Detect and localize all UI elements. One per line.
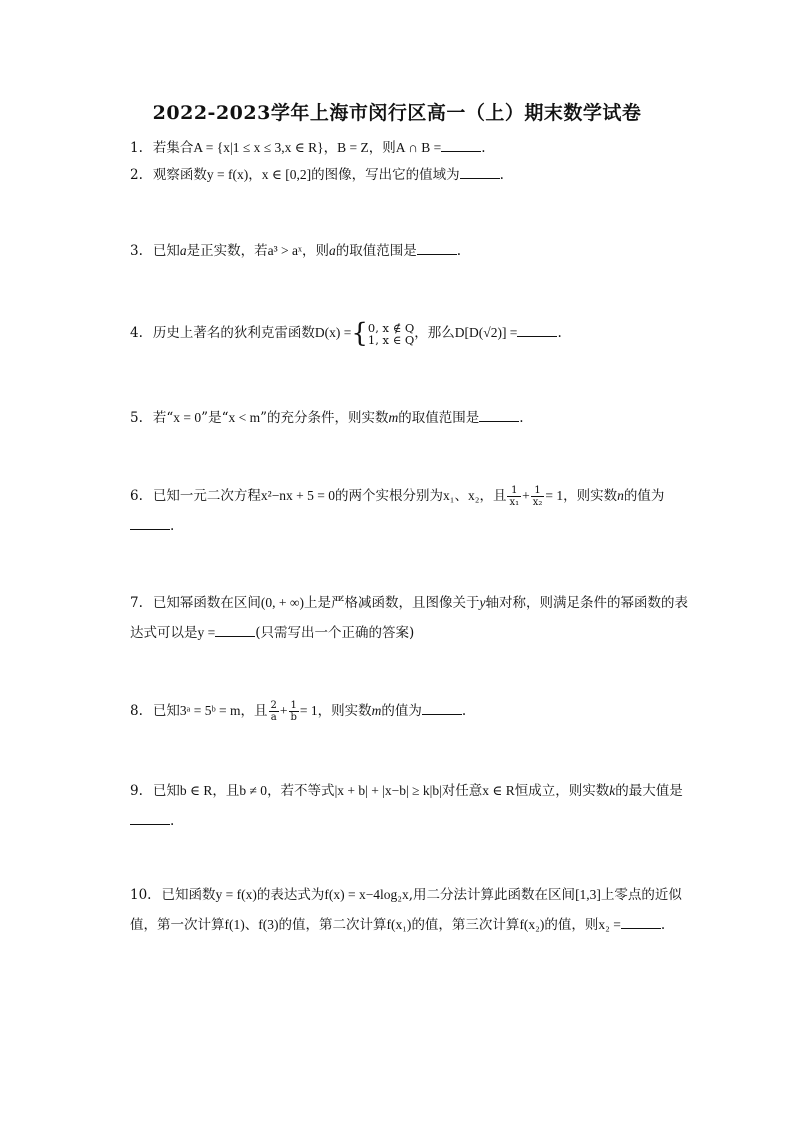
fraction: $\frac{1}{\text{x₁}}$ <box>509 485 520 508</box>
answer-blank[interactable] <box>621 916 661 929</box>
answer-blank[interactable] <box>517 324 557 337</box>
fraction: $\frac{2}{a}$ <box>270 700 277 723</box>
brace-symbol: { <box>351 318 368 349</box>
question-3: 3. 已知a是正实数，若a³ > aˣ，则a的取值范围是 . <box>130 243 461 259</box>
answer-blank[interactable] <box>215 624 255 637</box>
answer-blank[interactable] <box>417 242 457 255</box>
question-7: 7. 已知幂函数在区间(0, + ∞)上是严格减函数，且图像关于y轴对称，则满足条件的幂函数的表达式可以是y = (只需写出一个正确的答案) <box>130 595 688 641</box>
question-1: 1. 若集合A = {x|1 ≤ x ≤ 3,x ∈ R}，B = Z，则A ∩ B = . <box>130 140 486 156</box>
fraction: $\frac{1}{b}$ <box>290 700 297 723</box>
fraction: $\frac{1}{\text{x₂}}$ <box>532 485 543 508</box>
piecewise-cases: 0, x ∉ Q 1, x ∈ Q <box>367 320 415 347</box>
question-4: 4. 历史上著名的狄利克雷函数D(x) ={ 0, x ∉ Q 1, x ∈ Q ，那么D[D(√2)] = . <box>130 318 562 349</box>
question-2: 2. 观察函数y = f(x)，x ∈ [0,2]的图像，写出它的值域为 . <box>130 167 504 183</box>
question-10: 10. 已知函数y = f(x)的表达式为f(x) = x−4log₂x,用二分法计算此函数在区间[1,3]上零点的近似值，第一次计算f(1)、f(3)的值，第二次计算f(x₁)的值，第三次计算f(x₂)的值，则x₂ = . <box>130 887 682 933</box>
page-title: 2022-2023学年上海市闵行区高一（上）期末数学试卷 <box>152 102 642 124</box>
answer-blank[interactable] <box>422 702 462 715</box>
answer-blank[interactable] <box>460 166 500 179</box>
answer-blank[interactable] <box>479 409 519 422</box>
question-6: 6. 已知一元二次方程x²−nx + 5 = 0的两个实根分别为x₁、x₂，且 $\frac{1}{\text{x₁}}$ + $\frac{1}{\text{x₂}}$ = 1，则实数n的值为 . <box>130 485 665 534</box>
answer-blank[interactable] <box>130 517 170 530</box>
question-8: 8. 已知3ᵃ = 5ᵇ = m，且 $\frac{2}{a}$ + $\frac{1}{b}$ = 1，则实数m的值为 . <box>130 700 467 723</box>
answer-blank[interactable] <box>130 812 170 825</box>
answer-blank[interactable] <box>441 139 481 152</box>
question-9: 9. 已知b ∈ R，且b ≠ 0，若不等式|x + b| + |x−b| ≥ k|b|对任意x ∈ R恒成立，则实数k的最大值是. <box>130 783 683 829</box>
question-5: 5. 若“x = 0”是“x < m”的充分条件，则实数m的取值范围是 . <box>130 410 524 426</box>
